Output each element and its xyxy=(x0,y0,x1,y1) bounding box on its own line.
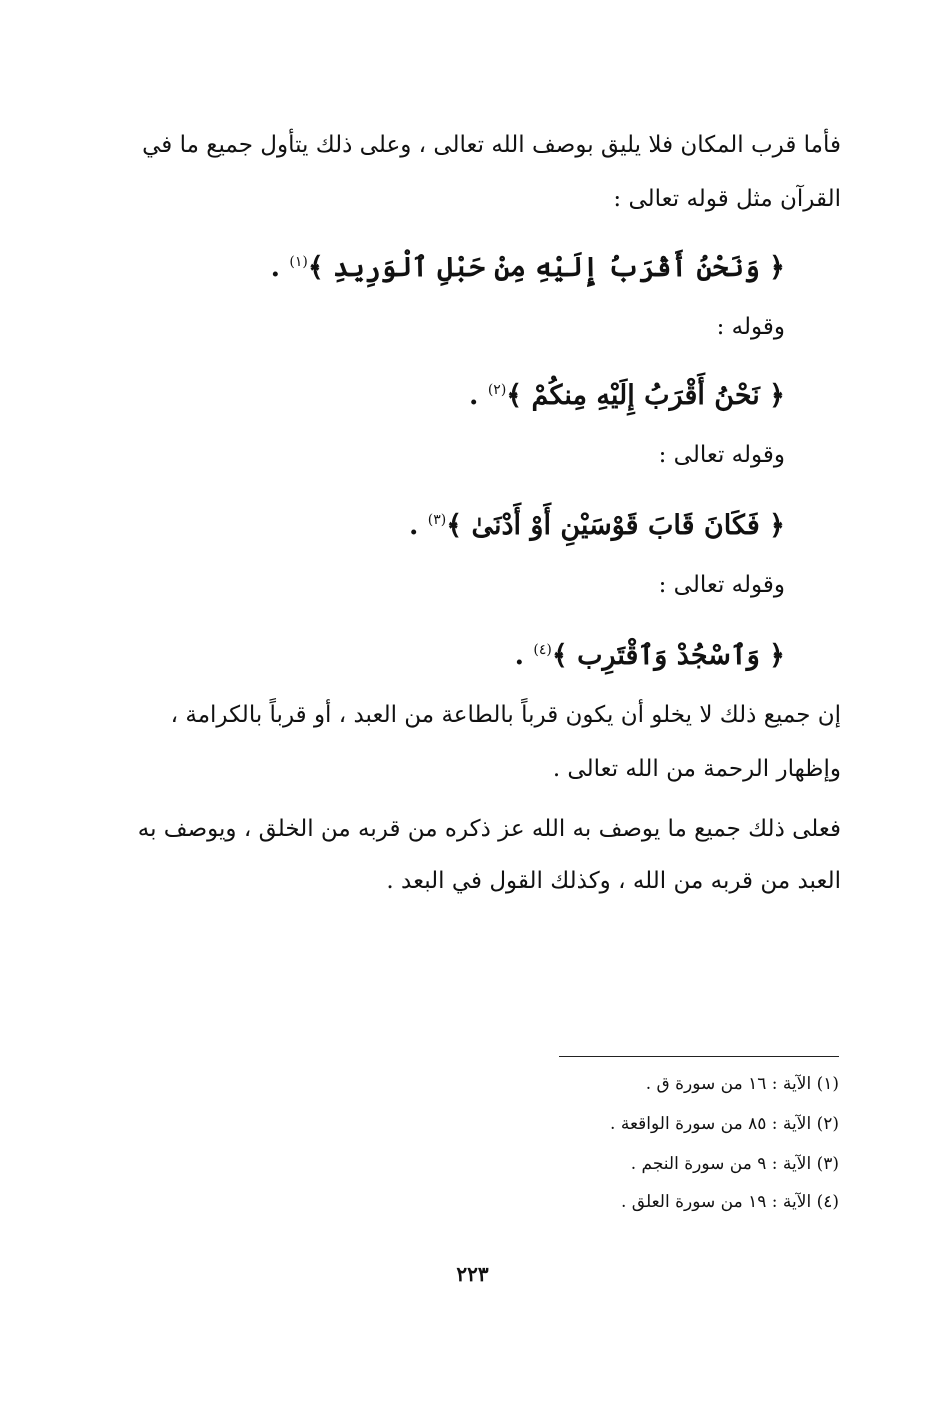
paragraph-2-line-1: إن جميع ذلك لا يخلو أن يكون قرباً بالطاعة من العبد ، أو قرباً بالكرامة ، xyxy=(170,702,841,728)
footnote-3: (٣) الآية : ٩ من سورة النجم . xyxy=(630,1154,839,1174)
verse-3-end: . xyxy=(408,510,428,541)
verse-3 xyxy=(45,488,785,558)
verse-1-text: ﴿ وَنَحْنُ أَقْرَبُ إِلَيْهِ مِنْ حَبْلِ ٱلْوَرِيدِ ﴾ xyxy=(307,252,785,283)
paragraph-1-line-1: فأما قرب المكان فلا يليق بوصف الله تعالى ، وعلى ذلك يتأول جميع ما في xyxy=(142,132,841,158)
intro-3: وقوله تعالى : xyxy=(658,572,785,598)
verse-4-text: ﴿ وَٱسْجُدْ وَٱقْتَرِب ﴾ xyxy=(551,640,785,671)
footnote-2: (٢) الآية : ٨٥ من سورة الواقعة . xyxy=(610,1114,839,1134)
intro-1: وقوله : xyxy=(716,314,785,340)
verse-4-end: . xyxy=(514,640,534,671)
verse-2-text: ﴿ نَحْنُ أَقْرَبُ إِلَيْهِ مِنكُمْ ﴾ xyxy=(506,380,785,411)
paragraph-1-line-2: القرآن مثل قوله تعالى : xyxy=(613,186,841,212)
verse-2 xyxy=(45,358,785,428)
paragraph-3-line-1: فعلى ذلك جميع ما يوصف به الله عز ذكره من قربه من الخلق ، ويوصف به xyxy=(137,816,841,842)
verse-1-ref: (١) xyxy=(289,254,308,270)
verse-3-ref: (٣) xyxy=(427,512,447,528)
paragraph-3-line-2: العبد من قربه من الله ، وكذلك القول في البعد . xyxy=(386,868,841,894)
verse-4-ref: (٤) xyxy=(533,642,552,658)
verse-1-end: . xyxy=(270,252,290,283)
page-number: ٢٢٣ xyxy=(456,1262,489,1286)
footnote-4: (٤) الآية : ١٩ من سورة العلق . xyxy=(620,1192,839,1212)
footnote-1: (١) الآية : ١٦ من سورة ق . xyxy=(645,1074,839,1094)
verse-3-text: ﴿ فَكَانَ قَابَ قَوْسَيْنِ أَوْ أَدْنَىٰ ﴾ xyxy=(446,510,785,541)
paragraph-2-line-2: وإظهار الرحمة من الله تعالى . xyxy=(552,756,841,782)
verse-2-end: . xyxy=(469,380,488,411)
verse-4 xyxy=(45,618,785,688)
verse-2-ref: (٢) xyxy=(487,382,507,398)
intro-2: وقوله تعالى : xyxy=(658,442,785,468)
verse-1 xyxy=(45,230,785,300)
footnote-divider xyxy=(559,1056,839,1057)
